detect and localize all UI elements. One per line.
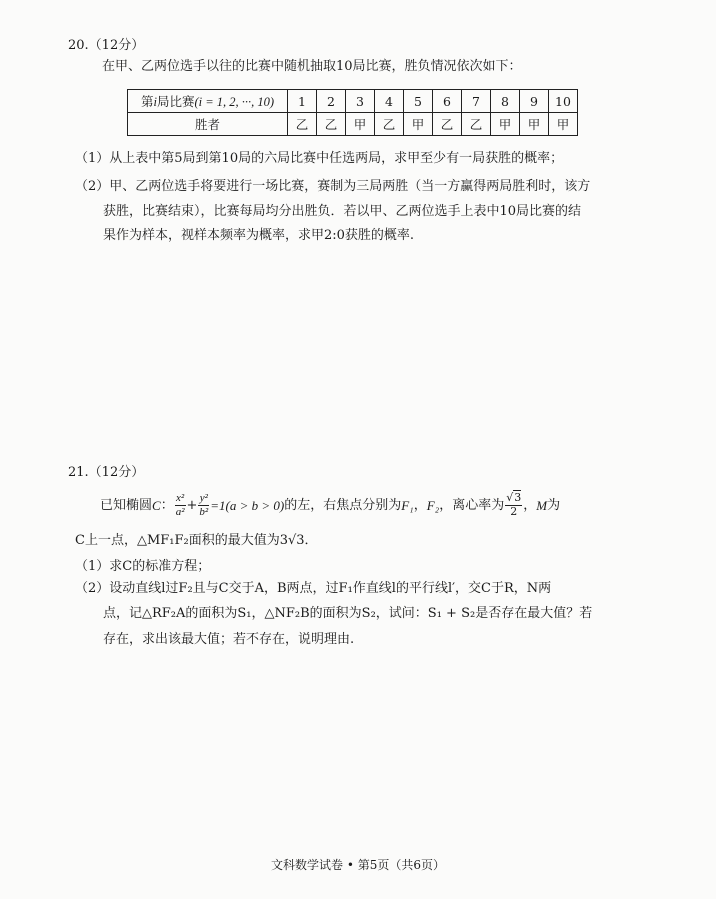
q21-line1-text-c: ，离心率为 [439, 497, 505, 513]
header-cell [128, 90, 288, 113]
game-cell: 3 [346, 90, 375, 113]
q21-number: 21.（12分） [68, 465, 145, 480]
winner-cell: 乙 [375, 113, 404, 136]
eccentricity-numerator: √3 [506, 491, 522, 505]
q20-part2-line2: 获胜，比赛结束），比赛每局均分出胜负．若以甲、乙两位选手上表中10局比赛的结 [103, 204, 582, 219]
fraction-y [198, 492, 209, 517]
game-cell: 6 [433, 90, 462, 113]
plus-sign: + [186, 497, 198, 513]
focus-f2: F₂ [426, 497, 440, 513]
fraction-x-numerator: x² [176, 492, 185, 505]
q21-part2-line1: （2）设动直线l过F₂且与C交于A，B两点，过F₁作直线l的平行线l′，交C于R，N两 [75, 581, 552, 596]
game-cell: 2 [317, 90, 346, 113]
point-m: M [536, 497, 548, 513]
ellipse-condition: =1(a > b > 0) [210, 497, 285, 513]
winner-cell: 甲 [520, 113, 549, 136]
fraction-x-denominator: a² [175, 505, 185, 518]
q21-colon: ： [160, 497, 174, 513]
fraction-y-denominator: b² [199, 505, 209, 518]
game-cell: 8 [491, 90, 520, 113]
q21-part2-line3: 存在，求出该最大值；若不存在，说明理由. [103, 632, 355, 647]
table-row-winners [128, 113, 578, 136]
game-cell: 7 [462, 90, 491, 113]
winner-cell: 乙 [462, 113, 491, 136]
winner-cell: 甲 [491, 113, 520, 136]
q20-intro: 在甲、乙两位选手以往的比赛中随机抽取10局比赛，胜负情况依次如下： [102, 59, 522, 74]
winner-cell: 乙 [288, 113, 317, 136]
q21-part2-line2: 点，记△RF₂A的面积为S₁，△NF₂B的面积为S₂，试问：S₁ + S₂是否存在最大值？若 [103, 606, 593, 621]
q21-line1-text-a: 已知椭圆 [100, 497, 153, 513]
row-label-cell: 胜者 [128, 113, 288, 136]
eccentricity-fraction [505, 492, 522, 517]
winner-cell: 甲 [346, 113, 375, 136]
game-cell: 4 [375, 90, 404, 113]
q21-line1-text-b: 的左，右焦点分别为 [284, 497, 402, 513]
q21-line1-text-d: ， [523, 497, 537, 513]
eccentricity-denominator: 2 [510, 504, 518, 518]
fraction-y-numerator: y² [199, 492, 208, 505]
winner-cell: 乙 [433, 113, 462, 136]
ellipse-name: C [152, 497, 161, 513]
header-label-post: 局比赛 [156, 94, 195, 109]
winner-cell: 甲 [549, 113, 578, 136]
q21-line1-text-e: 为 [547, 497, 561, 513]
q20-part2-line1: （2）甲、乙两位选手将要进行一场比赛，赛制为三局两胜（当一方赢得两局胜利时，该方 [75, 179, 591, 194]
fraction-x [175, 492, 186, 517]
header-range: (i = 1, 2, ···, 10) [194, 95, 275, 109]
comma: ， [413, 497, 427, 513]
q21-line1 [100, 488, 560, 522]
game-cell: 1 [288, 90, 317, 113]
winner-cell: 乙 [317, 113, 346, 136]
header-label-var: i [153, 95, 157, 109]
winner-cell: 甲 [404, 113, 433, 136]
q20-part1: （1）从上表中第5局到第10局的六局比赛中任选两局，求甲至少有一局获胜的概率； [75, 151, 564, 166]
page-footer: 文科数学试卷 • 第5页（共6页） [271, 858, 445, 872]
q21-line2: C上一点，△MF₁F₂面积的最大值为3√3． [75, 533, 318, 548]
table-row-games [128, 90, 578, 113]
focus-f1: F₁ [401, 497, 414, 513]
game-cell: 5 [404, 90, 433, 113]
eccentricity-radicand: 3 [514, 491, 522, 505]
q20-number: 20.（12分） [68, 38, 145, 53]
game-cell: 9 [520, 90, 549, 113]
header-label-pre: 第 [140, 94, 154, 109]
q20-part2-line3: 果作为样本，视样本频率为概率，求甲2:0获胜的概率. [103, 228, 415, 243]
game-cell: 10 [549, 90, 578, 113]
q21-part1: （1）求C的标准方程； [75, 559, 211, 574]
results-table [127, 89, 578, 136]
